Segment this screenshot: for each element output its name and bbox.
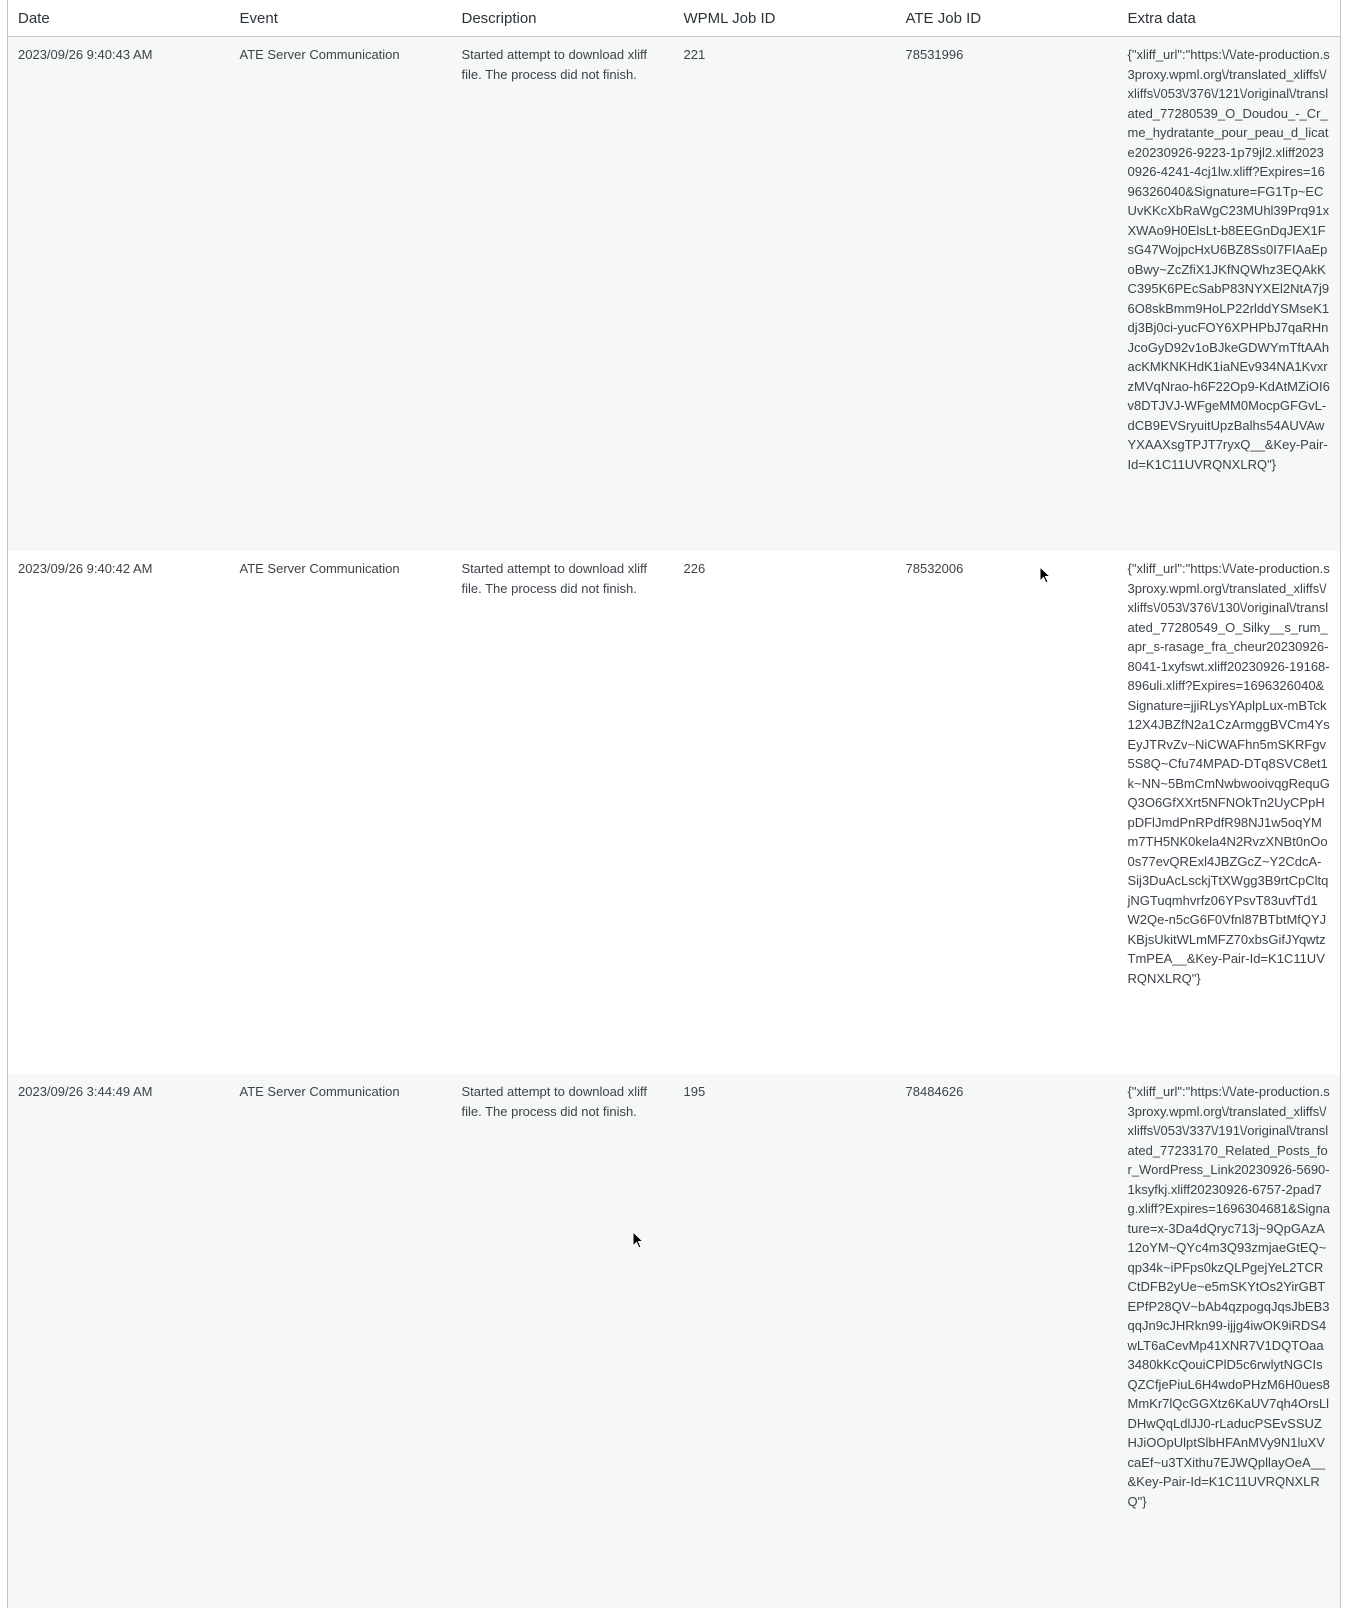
table-row [8, 551, 1341, 1074]
column-header-event[interactable]: Event [230, 0, 452, 37]
cell-description: Started attempt to download xliff file. The process did not finish. [452, 1074, 674, 1608]
cell-description: Started attempt to download xliff file. The process did not finish. [452, 37, 674, 552]
table-body [8, 37, 1341, 1609]
cell-description: Started attempt to download xliff file. The process did not finish. [452, 551, 674, 1074]
cell-date: 2023/09/26 9:40:43 AM [8, 37, 230, 552]
column-header-wpml-job-id[interactable]: WPML Job ID [674, 0, 896, 37]
cell-extra-data: {"xliff_url":"https:\/\/ate-production.s3proxy.wpml.org\/translated_xliffs\/xliffs\/053\/376\/121\/original\/translated_77280539_O_Doudou_-_Cr_me_hydratante_pour_peau_d_licate20230926-9223-1p79jl2.xliff20230926-4241-4cj1lw.xliff?Expires=1696326040&Signature=FG1Tp~ECUvKKcXbRaWgC23MUhl39Prq91xXWAo9H0ElsLt-b8EEGnDqJEX1FsG47WojpcHxU6BZ8Ss0I7FIAaEpoBwy~ZcZfiX1JKfNQWhz3EQAkKC395K6PEcSabP83NYXEl2NtA7j96O8skBmm9HoLP22rlddYSMseK1dj3Bj0ci-yucFOY6XPHPbJ7qaRHnJcoGyD92v1oBJkeGDWYmTftAAhacKMKNKHdK1iaNEv934NA1KvxrzMVqNrao-h6F22Op9-KdAtMZiOI6v8DTJVJ-WFgeMM0MocpGFGvL-dCB9EVSryuitUpzBalhs54AUVAwYXAAXsgTPJT7ryxQ__&Key-Pair-Id=K1C11UVRQNXLRQ"} [1118, 37, 1341, 552]
cell-ate-job-id: 78532006 [896, 551, 1118, 1074]
cell-wpml-job-id: 221 [674, 37, 896, 552]
cell-ate-job-id: 78484626 [896, 1074, 1118, 1608]
column-header-ate-job-id[interactable]: ATE Job ID [896, 0, 1118, 37]
column-header-description[interactable]: Description [452, 0, 674, 37]
table-header [8, 0, 1341, 37]
cell-extra-data: {"xliff_url":"https:\/\/ate-production.s3proxy.wpml.org\/translated_xliffs\/xliffs\/053\/376\/130\/original\/translated_77280549_O_Silky__s_rum_apr_s-rasage_fra_cheur20230926-8041-1xyfswt.xliff20230926-19168-896uli.xliff?Expires=1696326040&Signature=jjiRLysYAplpLux-mBTck12X4JBZfN2a1CzArmggBVCm4YsEyJTRvZv~NiCWAFhn5mSKRFgv5S8Q~Cfu74MPAD-DTq8SVC8et1k~NN~5BmCmNwbwooivqgRequGQ3O6GfXXrt5NFNOkTn2UyCPpHpDFlJmdPnRPdfR98NJ1w5oqYMm7TH5NK0kela4N2RvzXNBt0nOo0s77evQRExl4JBZGcZ~Y2CdcA-Sij3DuAcLsckjTtXWgg3B9rtCpCltqjNGTuqmhvrfz06YPsvT83uvfTd1W2Qe-n5cG6F0Vfnl87BTbtMfQYJKBjsUkitWLmMFZ70xbsGifJYqwtzTmPEA__&Key-Pair-Id=K1C11UVRQNXLRQ"} [1118, 551, 1341, 1074]
cell-wpml-job-id: 226 [674, 551, 896, 1074]
cell-event: ATE Server Communication [230, 551, 452, 1074]
cell-date: 2023/09/26 9:40:42 AM [8, 551, 230, 1074]
column-header-extra-data[interactable]: Extra data [1118, 0, 1341, 37]
mouse-pointer-icon [632, 1231, 644, 1249]
cell-wpml-job-id: 195 [674, 1074, 896, 1608]
table-row [8, 37, 1341, 552]
table-row [8, 1074, 1341, 1608]
cell-ate-job-id: 78531996 [896, 37, 1118, 552]
column-header-date[interactable]: Date [8, 0, 230, 37]
log-table [7, 0, 1341, 1608]
cell-event: ATE Server Communication [230, 37, 452, 552]
header-row [8, 0, 1341, 37]
mouse-pointer-icon [1039, 566, 1051, 584]
cell-event: ATE Server Communication [230, 1074, 452, 1608]
cell-date: 2023/09/26 3:44:49 AM [8, 1074, 230, 1608]
cell-extra-data: {"xliff_url":"https:\/\/ate-production.s3proxy.wpml.org\/translated_xliffs\/xliffs\/053\/337\/191\/original\/translated_77233170_Related_Posts_for_WordPress_Link20230926-5690-1ksyfkj.xliff20230926-6757-2pad7g.xliff?Expires=1696304681&Signature=x-3Da4dQryc713j~9QpGAzA12oYM~QYc4m3Q93zmjaeGtEQ~qp34k~iPFps0kzQLPgejYeL2TCRCtDFB2yUe~e5mSKYtOs2YirGBTEPfP28QV~bAb4qzpogqJqsJbEB3qqJn9cJHRkn99-ijjg4iwOK9iRDS4wLT6aCevMp41XNR7V1DQTOaa3480kKcQouiCPlD5c6rwlytNGCIsQZCfjePiuL6H4wdoPHzM6H0ues8MmKr7lQcGGXtz6KaUV7qh4OrsLlDHwQqLdlJJ0-rLaducPSEvSSUZHJiOOpUlptSlbHFAnMVy9N1luXVcaEf~u3TXithu7EJWQpllayOeA__&Key-Pair-Id=K1C11UVRQNXLRQ"} [1118, 1074, 1341, 1608]
